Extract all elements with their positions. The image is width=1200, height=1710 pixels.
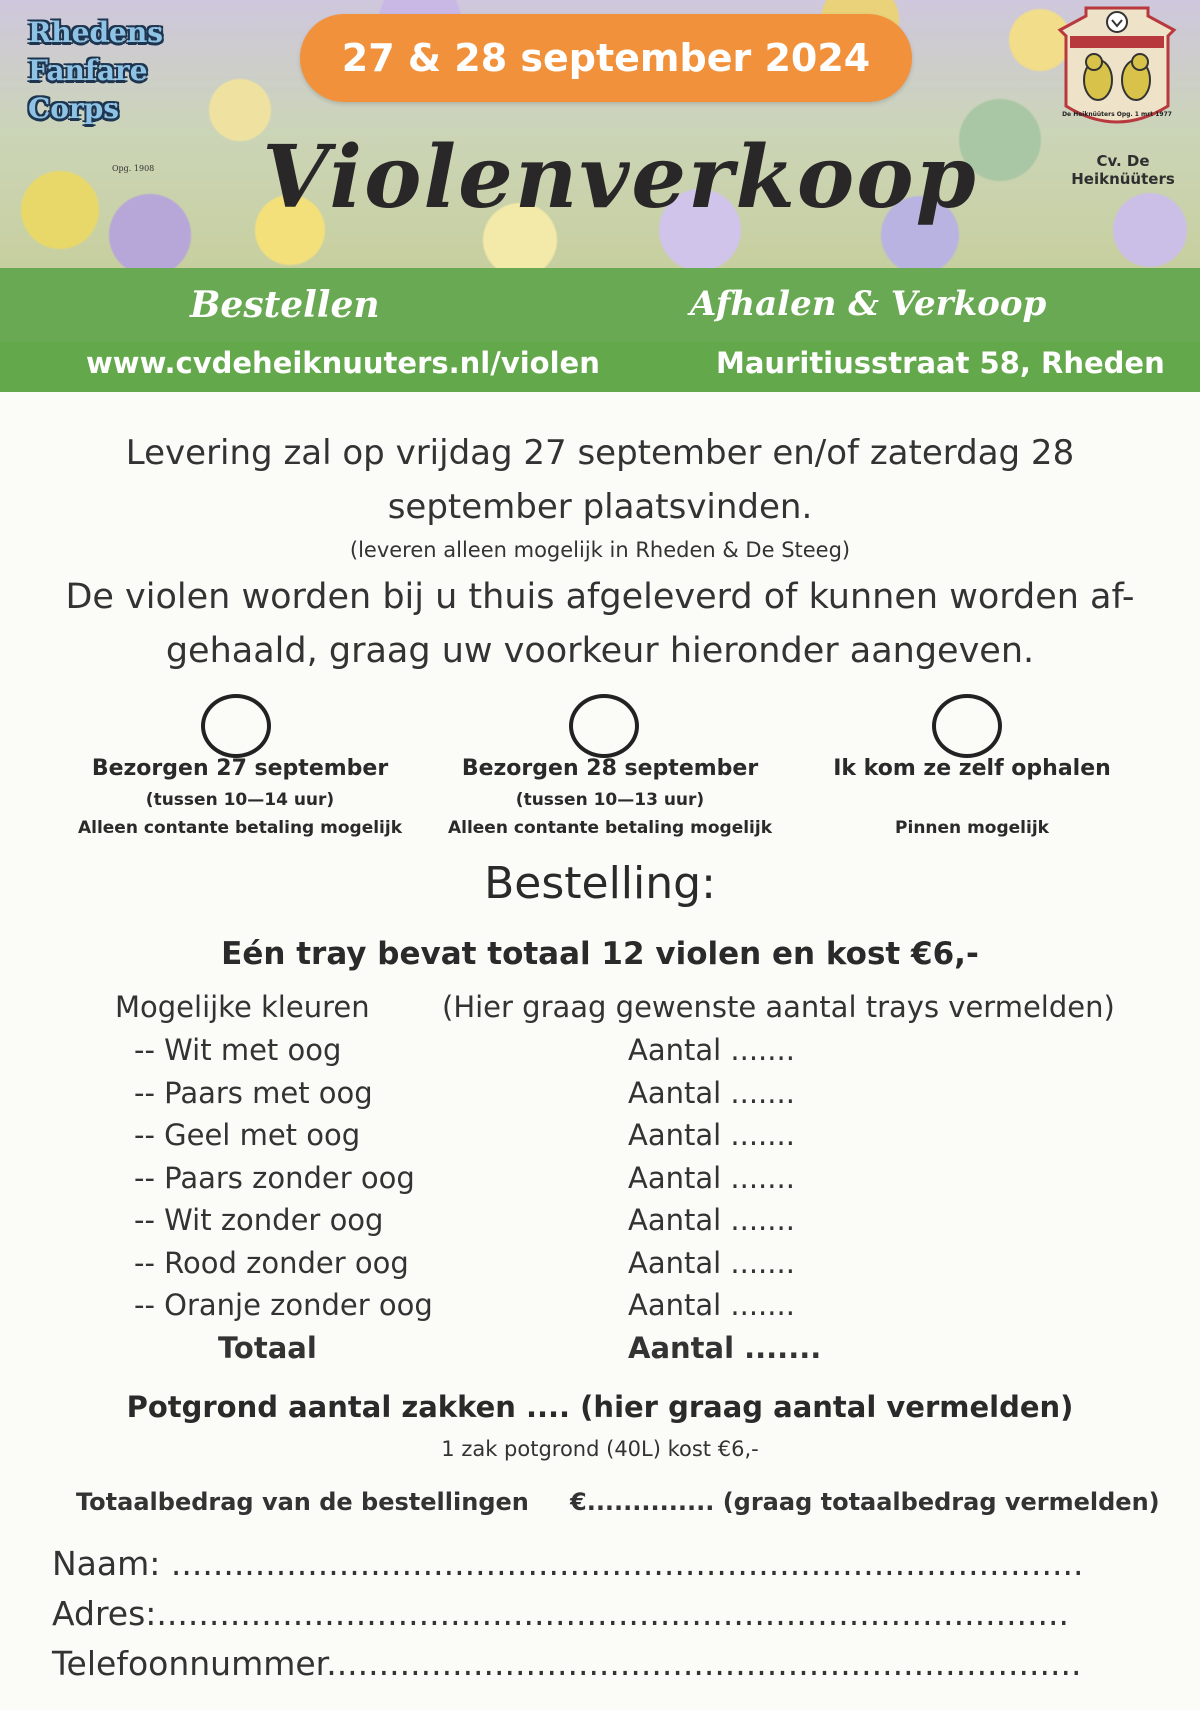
heiknuuters-crest-icon: [1056, 6, 1178, 136]
club-name-line: Corps: [28, 92, 120, 125]
order-heading: Bestelling:: [484, 858, 716, 909]
club-since: Opg. 1908: [112, 164, 155, 173]
option-label-28-september: Bezorgen 28 september: [461, 756, 759, 781]
club-logo-rhedens-fanfare-corps: [28, 14, 198, 173]
color-item: -- Geel met oog: [134, 1118, 361, 1152]
color-item: -- Oranje zonder oog: [134, 1288, 433, 1322]
amount-header: (Hier graag gewenste aantal trays vermelden): [442, 990, 1115, 1024]
option-checkbox-27-september[interactable]: [201, 694, 271, 758]
total-amount-label: Totaalbedrag van de bestellingen: [76, 1488, 529, 1516]
option-label-self-pickup: Ik kom ze zelf ophalen: [833, 756, 1111, 781]
intro-line-1: Levering zal op vrijdag 27 september en/of zaterdag 28: [125, 433, 1075, 473]
color-item: -- Wit met oog: [134, 1033, 342, 1067]
total-amount-value-field[interactable]: €.............. (graag totaalbedrag vermelden): [570, 1488, 1160, 1516]
intro-note: (leveren alleen mogelijk in Rheden & De Steeg): [349, 538, 851, 562]
color-amount-field[interactable]: Aantal .......: [628, 1033, 795, 1067]
order-heading: Bestellen: [190, 284, 380, 326]
total-amount-field[interactable]: Aantal .......: [628, 1331, 822, 1365]
option-payment-27-september: Alleen contante betaling mogelijk: [77, 818, 403, 838]
header-banner: [0, 0, 1200, 268]
info-band: [0, 268, 1200, 392]
total-label: Totaal: [218, 1331, 317, 1365]
option-checkbox-28-september[interactable]: [569, 694, 639, 758]
color-amount-field[interactable]: Aantal .......: [628, 1288, 795, 1322]
color-amount-field[interactable]: Aantal .......: [628, 1076, 795, 1110]
pickup-heading: Afhalen & Verkoop: [690, 284, 1047, 324]
crest-text: De Heiknüüters Opg. 1 mrt 1977: [1062, 111, 1172, 118]
color-amount-field[interactable]: Aantal .......: [628, 1246, 795, 1280]
club-name-line: Rhedens: [28, 16, 163, 49]
potgrond-line: Potgrond aantal zakken .... (hier graag aantal vermelden): [126, 1390, 1074, 1424]
color-item: -- Wit zonder oog: [134, 1203, 384, 1237]
color-amount-field[interactable]: Aantal .......: [628, 1203, 795, 1237]
color-item: -- Paars met oog: [134, 1076, 373, 1110]
pickup-address: Mauritiusstraat 58, Rheden: [716, 346, 1165, 380]
potgrond-price: 1 zak potgrond (40L) kost €6,-: [441, 1437, 759, 1461]
order-url-link[interactable]: www.cvdeheiknuuters.nl/violen: [86, 346, 600, 380]
color-amount-field[interactable]: Aantal .......: [628, 1118, 795, 1152]
phone-field[interactable]: Telefoonnummer........................................................................: [52, 1644, 1082, 1683]
option-time-28-september: (tussen 10—13 uur): [515, 790, 705, 810]
tray-info: Eén tray bevat totaal 12 violen en kost €6,-: [221, 936, 979, 972]
option-label-27-september: Bezorgen 27 september: [91, 756, 389, 781]
color-amount-field[interactable]: Aantal .......: [628, 1161, 795, 1195]
option-payment-28-september: Alleen contante betaling mogelijk: [447, 818, 773, 838]
logo-caption: Cv. De Heiknüüters: [1071, 152, 1175, 188]
color-item: -- Rood zonder oog: [134, 1246, 409, 1280]
event-date: 27 & 28 september 2024: [300, 14, 912, 102]
color-item: -- Paars zonder oog: [134, 1161, 415, 1195]
option-payment-self-pickup: Pinnen mogelijk: [895, 818, 1049, 838]
address-field[interactable]: Adres:.......................................................................................: [52, 1594, 1070, 1633]
club-name-line: Fanfare: [28, 54, 148, 87]
intro-line-4: gehaald, graag uw voorkeur hieronder aangeven.: [165, 631, 1035, 671]
option-time-27-september: (tussen 10—14 uur): [145, 790, 335, 810]
intro-line-2: september plaatsvinden.: [387, 487, 813, 527]
name-field[interactable]: Naam: .......................................................................................: [52, 1544, 1084, 1583]
colors-header: Mogelijke kleuren: [115, 990, 370, 1024]
option-checkbox-self-pickup[interactable]: [932, 694, 1002, 758]
page-title: Violenverkoop: [262, 127, 978, 228]
intro-line-3: De violen worden bij u thuis afgeleverd of kunnen worden af-: [65, 577, 1135, 617]
